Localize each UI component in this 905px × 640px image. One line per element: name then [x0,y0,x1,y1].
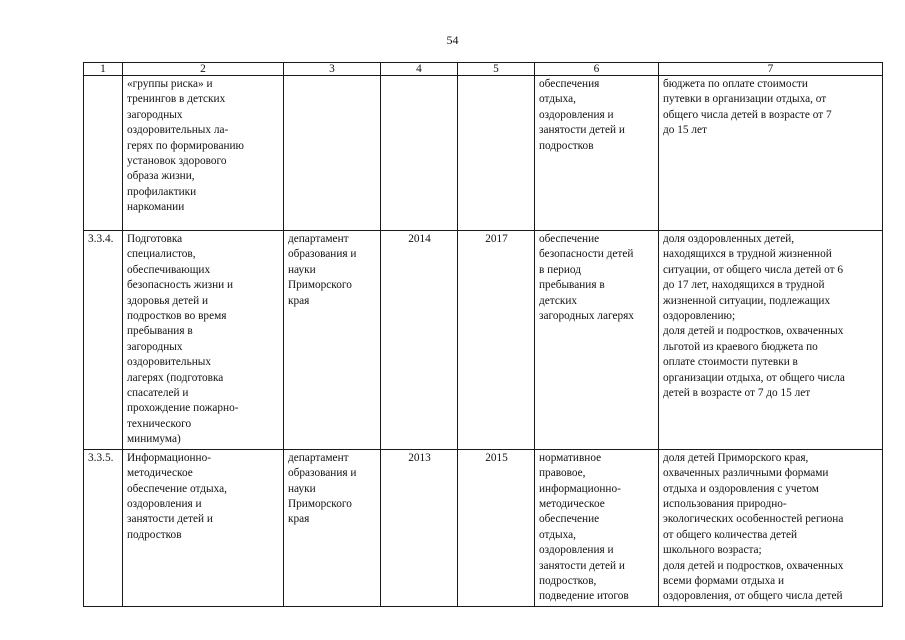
end-year: 2017 [458,231,535,450]
end-year [458,76,535,231]
activity-description: Информационно- методическое обеспечение отдыха, оздоровления и занятости детей и подростков [123,449,284,606]
executor [284,76,381,231]
table-row [84,449,883,606]
activity-description: «группы риска» и тренингов в детских загородных оздоровительных ла- герях по формированию установок здорового образа жизни, профилактики наркомании [123,76,284,231]
executor: департамент образования и науки Приморского края [284,449,381,606]
page-number: 54 [446,33,459,47]
column-header-5: 5 [458,63,535,76]
end-year: 2015 [458,449,535,606]
start-year: 2013 [381,449,458,606]
row-number: 3.3.4. [84,231,123,450]
table-row [84,231,883,450]
target-indicator: доля оздоровленных детей, находящихся в трудной жизненной ситуации, от общего числа детей от 6 до 17 лет, находящихся в трудной жизненной ситуации, подлежащих оздоровлению; доля детей и подростков, охваченных льготой из краевого бюджета по оплате стоимости путевки в организации отдыха, от общего числа детей в возрасте от 7 до 15 лет [659,231,883,450]
expected-result: нормативное правовое, информационно- методическое обеспечение отдыха, оздоровления и занятости детей и подростков, подведение итогов [535,449,659,606]
column-header-7: 7 [659,63,883,76]
expected-result: обеспечения отдыха, оздоровления и занятости детей и подростков [535,76,659,231]
start-year: 2014 [381,231,458,450]
executor: департамент образования и науки Приморского края [284,231,381,450]
start-year [381,76,458,231]
column-header-6: 6 [535,63,659,76]
table-row [84,76,883,231]
program-activities-table [83,62,883,607]
activity-description: Подготовка специалистов, обеспечивающих безопасность жизни и здоровья детей и подростков во время пребывания в загородных оздоровительных лагерях (подготовка спасателей и прохождение пожарно- технического минимума) [123,231,284,450]
column-header-4: 4 [381,63,458,76]
column-header-3: 3 [284,63,381,76]
column-header-2: 2 [123,63,284,76]
row-number: 3.3.5. [84,449,123,606]
table-header-row [84,63,883,76]
target-indicator: доля детей Приморского края, охваченных различными формами отдыха и оздоровления с учетом использования природно- экологических особенностей региона от общего количества детей школьного возраста; доля детей и подростков, охваченных всеми формами отдыха и оздоровления, от общего числа детей [659,449,883,606]
target-indicator: бюджета по оплате стоимости путевки в организации отдыха, от общего числа детей в возрасте от 7 до 15 лет [659,76,883,231]
row-number [84,76,123,231]
expected-result: обеспечение безопасности детей в период пребывания в детских загородных лагерях [535,231,659,450]
column-header-1: 1 [84,63,123,76]
